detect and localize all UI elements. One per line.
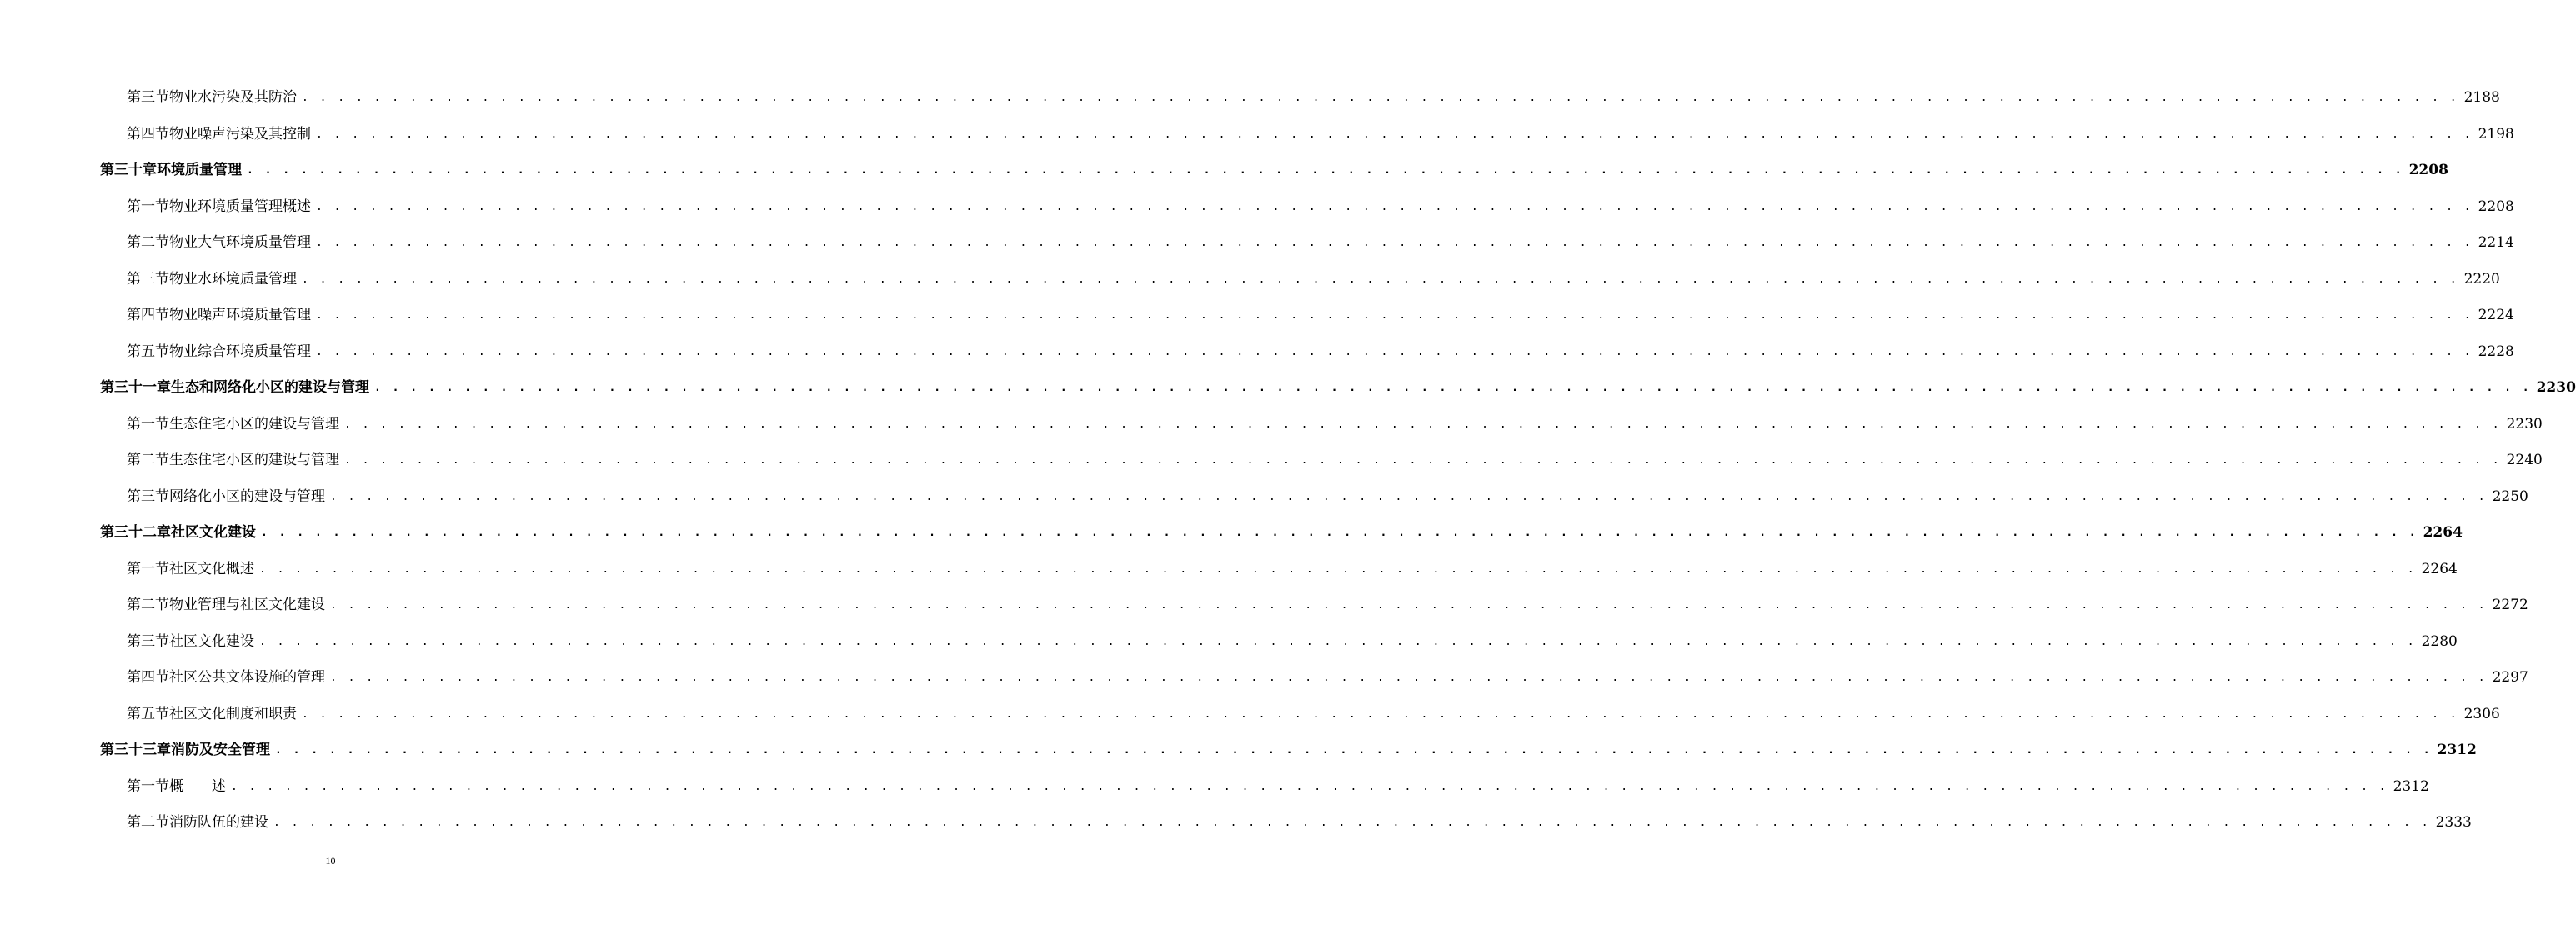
dot-leader: . . . . . . . . . . . . . . . . . . . . . . . . . . . . . . . . . . . . . . . . . . . . . . . . . . . . . . . . . . . . . . . . . . . . . . . . . . . . . . . . . . . . . . . . . . . . . . . . . . . . . . . . . . . . . . . . . . . . . . . . [330,672,2488,685]
toc-entry-number: 第三十三章 [100,742,171,759]
dot-leader: . . . . . . . . . . . . . . . . . . . . . . . . . . . . . . . . . . . . . . . . . . . . . . . . . . . . . . . . . . . . . . . . . . . . . . . . . . . . . . . . . . . . . . . . . . . . . . . . . . . . . . . . . . . . . . . . . . . . . . . . [344,454,2502,468]
dot-leader: . . . . . . . . . . . . . . . . . . . . . . . . . . . . . . . . . . . . . . . . . . . . . . . . . . . . . . . . . . . . . . . . . . . . . . . . . . . . . . . . . . . . . . . . . . . . . . . . . . . . . . . . . . . . . . . . . . . . . . . . [330,490,2488,503]
toc-entry-number: 第四节 [127,307,169,324]
toc-entry-title: 消防队伍的建设 [169,814,268,832]
toc-entry-title: 社区文化概述 [169,560,254,578]
dot-leader: . . . . . . . . . . . . . . . . . . . . . . . . . . . . . . . . . . . . . . . . . . . . . . . . . . . . . . . . . . . . . . . . . . . . . . . . . . . . . . . . . . . . . . . . . . . . . . . . . . . . . . . . . . . . . . . . . . . . . . . . [302,92,2459,105]
toc-chapter-entry [0,732,2477,769]
toc-entry-page-number: 2312 [2437,742,2477,759]
toc-entry-number: 第五节 [127,705,169,722]
toc-entry-title: 物业水环境质量管理 [169,270,297,288]
dot-leader: . . . . . . . . . . . . . . . . . . . . . . . . . . . . . . . . . . . . . . . . . . . . . . . . . . . . . . . . . . . . . . . . . . . . . . . . . . . . . . . . . . . . . . . . . . . . . . . . . . . . . . . . . . . . . . . . . . . . . . . . [261,527,2418,540]
toc-entry-number: 第三十二章 [100,524,171,542]
dot-leader: . . . . . . . . . . . . . . . . . . . . . . . . . . . . . . . . . . . . . . . . . . . . . . . . . . . . . . . . . . . . . . . . . . . . . . . . . . . . . . . . . . . . . . . . . . . . . . . . . . . . . . . . . . . . . . . . . . . . . . . . [259,562,2417,576]
toc-entry-title: 社区文化建设 [169,632,254,650]
toc-section-entry [0,298,2514,334]
toc-entry-title: 物业噪声环境质量管理 [169,307,311,324]
toc-entry-number: 第三节 [127,632,169,650]
toc-entry-number: 第一节 [127,198,169,215]
toc-entry-title: 生态住宅小区的建设与管理 [169,415,339,432]
toc-entry-number: 第五节 [127,342,169,360]
toc-entry-number: 第二节 [127,234,169,252]
toc-entry-page-number: 2297 [2492,669,2528,687]
toc-section-entry [0,262,2500,298]
toc-entry-page-number: 2264 [2421,560,2458,578]
dot-leader: . . . . . . . . . . . . . . . . . . . . . . . . . . . . . . . . . . . . . . . . . . . . . . . . . . . . . . . . . . . . . . . . . . . . . . . . . . . . . . . . . . . . . . . . . . . . . . . . . . . . . . . . . . . . . . . . . . . . . . . . [330,599,2488,612]
toc-entry-number: 第一节 [127,560,169,578]
page-footer-number: 10 [325,855,336,867]
toc-entry-number: 第三节 [127,89,169,107]
toc-entry-title: 社区文化制度和职责 [169,705,297,722]
toc-entry-page-number: 2208 [2408,162,2448,179]
toc-entry-title: 物业大气环境质量管理 [169,234,311,252]
toc-entry-page-number: 2272 [2492,597,2528,614]
toc-section-entry [0,225,2514,262]
toc-section-entry [0,442,2543,479]
toc-entry-number: 第一节 [127,415,169,432]
toc-entry-title: 物业环境质量管理概述 [169,198,311,215]
toc-section-entry [0,660,2528,697]
toc-entry-title: 环境质量管理 [157,162,242,179]
toc-entry-number: 第四节 [127,125,169,142]
dot-leader: . . . . . . . . . . . . . . . . . . . . . . . . . . . . . . . . . . . . . . . . . . . . . . . . . . . . . . . . . . . . . . . . . . . . . . . . . . . . . . . . . . . . . . . . . . . . . . . . . . . . . . . . . . . . . . . . . . . . . . . . [273,817,2431,830]
toc-entry-number: 第一节 [127,778,169,795]
toc-entry-page-number: 2208 [2478,198,2514,215]
dot-leader: . . . . . . . . . . . . . . . . . . . . . . . . . . . . . . . . . . . . . . . . . . . . . . . . . . . . . . . . . . . . . . . . . . . . . . . . . . . . . . . . . . . . . . . . . . . . . . . . . . . . . . . . . . . . . . . . . . . . . . . . [231,780,2388,793]
toc-entry-title: 网络化小区的建设与管理 [169,488,325,505]
dot-leader: . . . . . . . . . . . . . . . . . . . . . . . . . . . . . . . . . . . . . . . . . . . . . . . . . . . . . . . . . . . . . . . . . . . . . . . . . . . . . . . . . . . . . . . . . . . . . . . . . . . . . . . . . . . . . . . . . . . . . . . . [247,164,2404,178]
toc-section-entry [0,552,2458,588]
dot-leader: . . . . . . . . . . . . . . . . . . . . . . . . . . . . . . . . . . . . . . . . . . . . . . . . . . . . . . . . . . . . . . . . . . . . . . . . . . . . . . . . . . . . . . . . . . . . . . . . . . . . . . . . . . . . . . . . . . . . . . . . [344,418,2502,431]
dot-leader: . . . . . . . . . . . . . . . . . . . . . . . . . . . . . . . . . . . . . . . . . . . . . . . . . . . . . . . . . . . . . . . . . . . . . . . . . . . . . . . . . . . . . . . . . . . . . . . . . . . . . . . . . . . . . . . . . . . . . . . . [259,635,2417,648]
toc-entry-page-number: 2250 [2492,488,2528,505]
dot-leader: . . . . . . . . . . . . . . . . . . . . . . . . . . . . . . . . . . . . . . . . . . . . . . . . . . . . . . . . . . . . . . . . . . . . . . . . . . . . . . . . . . . . . . . . . . . . . . . . . . . . . . . . . . . . . . . . . . . . . . . . [316,200,2473,213]
toc-entry-title: 社区文化建设 [171,524,256,542]
toc-entry-page-number: 2264 [2423,524,2463,542]
toc-entry-title: 社区公共文体设施的管理 [169,669,325,687]
toc-section-entry [0,189,2514,226]
toc-entry-page-number: 2224 [2478,307,2514,324]
toc-section-entry [0,805,2472,842]
table-of-contents [0,80,2576,842]
toc-entry-title: 概 述 [169,778,226,795]
dot-leader: . . . . . . . . . . . . . . . . . . . . . . . . . . . . . . . . . . . . . . . . . . . . . . . . . . . . . . . . . . . . . . . . . . . . . . . . . . . . . . . . . . . . . . . . . . . . . . . . . . . . . . . . . . . . . . . . . . . . . . . . [302,272,2459,286]
toc-entry-page-number: 2230 [2536,379,2576,397]
toc-chapter-entry [0,152,2448,189]
toc-entry-title: 物业水污染及其防治 [169,89,297,107]
toc-entry-number: 第三十章 [100,162,157,179]
toc-entry-page-number: 2228 [2478,342,2514,360]
toc-entry-title: 消防及安全管理 [171,742,270,759]
dot-leader: . . . . . . . . . . . . . . . . . . . . . . . . . . . . . . . . . . . . . . . . . . . . . . . . . . . . . . . . . . . . . . . . . . . . . . . . . . . . . . . . . . . . . . . . . . . . . . . . . . . . . . . . . . . . . . . . . . . . . . . . [316,128,2473,141]
toc-entry-page-number: 2280 [2421,632,2458,650]
toc-entry-page-number: 2188 [2463,89,2500,107]
dot-leader: . . . . . . . . . . . . . . . . . . . . . . . . . . . . . . . . . . . . . . . . . . . . . . . . . . . . . . . . . . . . . . . . . . . . . . . . . . . . . . . . . . . . . . . . . . . . . . . . . . . . . . . . . . . . . . . . . . . . . . . . [316,309,2473,322]
dot-leader: . . . . . . . . . . . . . . . . . . . . . . . . . . . . . . . . . . . . . . . . . . . . . . . . . . . . . . . . . . . . . . . . . . . . . . . . . . . . . . . . . . . . . . . . . . . . . . . . . . . . . . . . . . . . . . . . . . . . . . . . [302,708,2459,721]
toc-entry-title: 生态和网络化小区的建设与管理 [171,379,369,397]
toc-section-entry [0,697,2500,733]
toc-entry-number: 第二节 [127,597,169,614]
toc-section-entry [0,624,2458,661]
toc-entry-number: 第二节 [127,452,169,469]
toc-entry-page-number: 2312 [2393,778,2429,795]
toc-entry-page-number: 2214 [2478,234,2514,252]
toc-chapter-entry [0,515,2463,552]
dot-leader: . . . . . . . . . . . . . . . . . . . . . . . . . . . . . . . . . . . . . . . . . . . . . . . . . . . . . . . . . . . . . . . . . . . . . . . . . . . . . . . . . . . . . . . . . . . . . . . . . . . . . . . . . . . . . . . . . . . . . . . . [374,382,2532,395]
toc-section-entry [0,588,2528,624]
dot-leader: . . . . . . . . . . . . . . . . . . . . . . . . . . . . . . . . . . . . . . . . . . . . . . . . . . . . . . . . . . . . . . . . . . . . . . . . . . . . . . . . . . . . . . . . . . . . . . . . . . . . . . . . . . . . . . . . . . . . . . . . [316,237,2473,250]
toc-section-entry [0,769,2429,806]
toc-section-entry [0,80,2500,117]
toc-entry-title: 生态住宅小区的建设与管理 [169,452,339,469]
toc-section-entry [0,479,2528,516]
toc-entry-page-number: 2333 [2435,814,2472,832]
toc-entry-page-number: 2230 [2506,415,2543,432]
toc-entry-number: 第三十一章 [100,379,171,397]
toc-section-entry [0,334,2514,371]
toc-entry-number: 第三节 [127,488,169,505]
toc-entry-title: 物业管理与社区文化建设 [169,597,325,614]
toc-entry-number: 第三节 [127,270,169,288]
toc-entry-number: 第四节 [127,669,169,687]
toc-entry-page-number: 2306 [2463,705,2500,722]
toc-entry-title: 物业噪声污染及其控制 [169,125,311,142]
toc-entry-page-number: 2220 [2463,270,2500,288]
dot-leader: . . . . . . . . . . . . . . . . . . . . . . . . . . . . . . . . . . . . . . . . . . . . . . . . . . . . . . . . . . . . . . . . . . . . . . . . . . . . . . . . . . . . . . . . . . . . . . . . . . . . . . . . . . . . . . . . . . . . . . . . [275,744,2433,758]
toc-entry-title: 物业综合环境质量管理 [169,342,311,360]
toc-entry-number: 第二节 [127,814,169,832]
toc-entry-page-number: 2240 [2506,452,2543,469]
toc-chapter-entry [0,370,2576,407]
dot-leader: . . . . . . . . . . . . . . . . . . . . . . . . . . . . . . . . . . . . . . . . . . . . . . . . . . . . . . . . . . . . . . . . . . . . . . . . . . . . . . . . . . . . . . . . . . . . . . . . . . . . . . . . . . . . . . . . . . . . . . . . [316,345,2473,358]
toc-section-entry [0,117,2514,153]
toc-section-entry [0,407,2543,443]
toc-entry-page-number: 2198 [2478,125,2514,142]
